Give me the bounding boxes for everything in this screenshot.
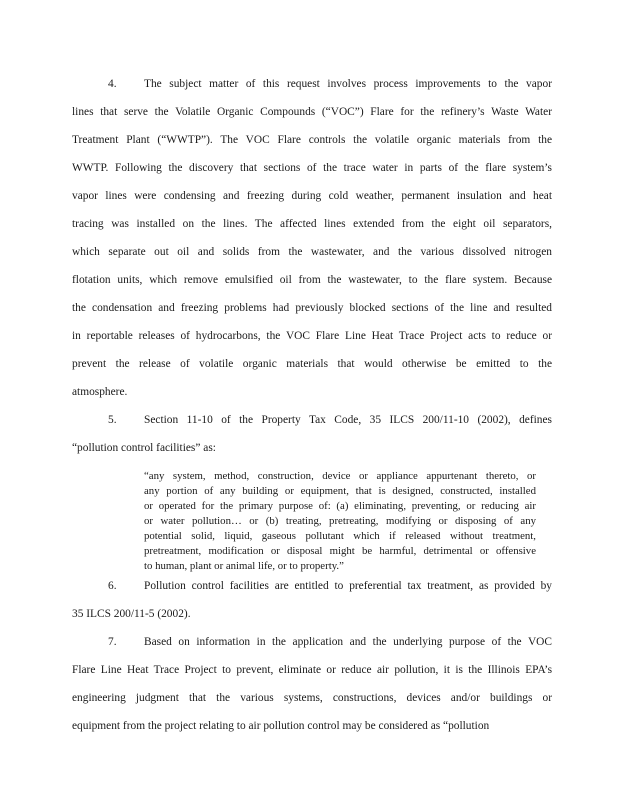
quotation-line-2: any portion of any building or equipment, that is designed, constructed, installed [144, 485, 536, 497]
paragraph-5-line-1: Section 11-10 of the Property Tax Code, 35 ILCS 200/11-10 (2002), defines [144, 414, 552, 426]
paragraph-4-line-8: flotation units, which remove emulsified oil from the wastewater, to the flare system. Because [72, 274, 552, 286]
paragraph-6-line-1: Pollution control facilities are entitled to preferential tax treatment, as provided by [144, 580, 552, 592]
paragraph-7-line-4: equipment from the project relating to air pollution control may be considered as “pollution [72, 720, 490, 732]
paragraph-4-line-6: tracing was installed on the lines. The affected lines extended from the eight oil separators, [72, 218, 552, 230]
paragraph-4-line-3: Treatment Plant (“WWTP”). The VOC Flare controls the volatile organic materials from the [72, 134, 552, 146]
paragraph-6-number: 6. [108, 580, 117, 592]
paragraph-4-line-7: which separate out oil and solids from the wastewater, and the various dissolved nitrogen [72, 246, 552, 258]
quotation-line-5: potential solid, liquid, gaseous pollutant which if released without treatment, [144, 530, 536, 542]
paragraph-4-line-1: The subject matter of this request involves process improvements to the vapor [144, 78, 552, 90]
paragraph-4-line-5: vapor lines were condensing and freezing during cold weather, permanent insulation and heat [72, 190, 552, 202]
paragraph-7-number: 7. [108, 636, 117, 648]
paragraph-4-line-4: WWTP. Following the discovery that sections of the trace water in parts of the flare system’s [72, 162, 552, 174]
paragraph-7-line-1: Based on information in the application and the underlying purpose of the VOC [144, 636, 552, 648]
quotation-line-1: “any system, method, construction, device or appliance appurtenant thereto, or [144, 470, 536, 482]
paragraph-4-line-2: lines that serve the Volatile Organic Compounds (“VOC”) Flare for the refinery’s Waste Water [72, 106, 552, 118]
paragraph-4-line-12: atmosphere. [72, 386, 128, 398]
paragraph-4-line-10: in reportable releases of hydrocarbons, the VOC Flare Line Heat Trace Project acts to reduce or [72, 330, 552, 342]
quotation-line-6: pretreatment, modification or disposal might be harmful, detrimental or offensive [144, 545, 536, 557]
paragraph-6-line-2: 35 ILCS 200/11-5 (2002). [72, 608, 191, 620]
paragraph-4-line-11: prevent the release of volatile organic materials that would otherwise be emitted to the [72, 358, 552, 370]
paragraph-4-number: 4. [108, 78, 117, 90]
quotation-line-4: or water pollution… or (b) treating, pretreating, modifying or disposing of any [144, 515, 536, 527]
paragraph-5-line-2: “pollution control facilities” as: [72, 442, 216, 454]
paragraph-4-line-9: the condensation and freezing problems had previously blocked sections of the line and resulted [72, 302, 552, 314]
quotation-line-3: or operated for the primary purpose of: (a) eliminating, preventing, or reducing air [144, 500, 536, 512]
paragraph-7-line-3: engineering judgment that the various systems, constructions, devices and/or buildings or [72, 692, 552, 704]
paragraph-5-number: 5. [108, 414, 117, 426]
paragraph-7-line-2: Flare Line Heat Trace Project to prevent, eliminate or reduce air pollution, it is the Illinois EPA’s [72, 664, 552, 676]
quotation-line-7: to human, plant or animal life, or to property.” [144, 560, 344, 572]
